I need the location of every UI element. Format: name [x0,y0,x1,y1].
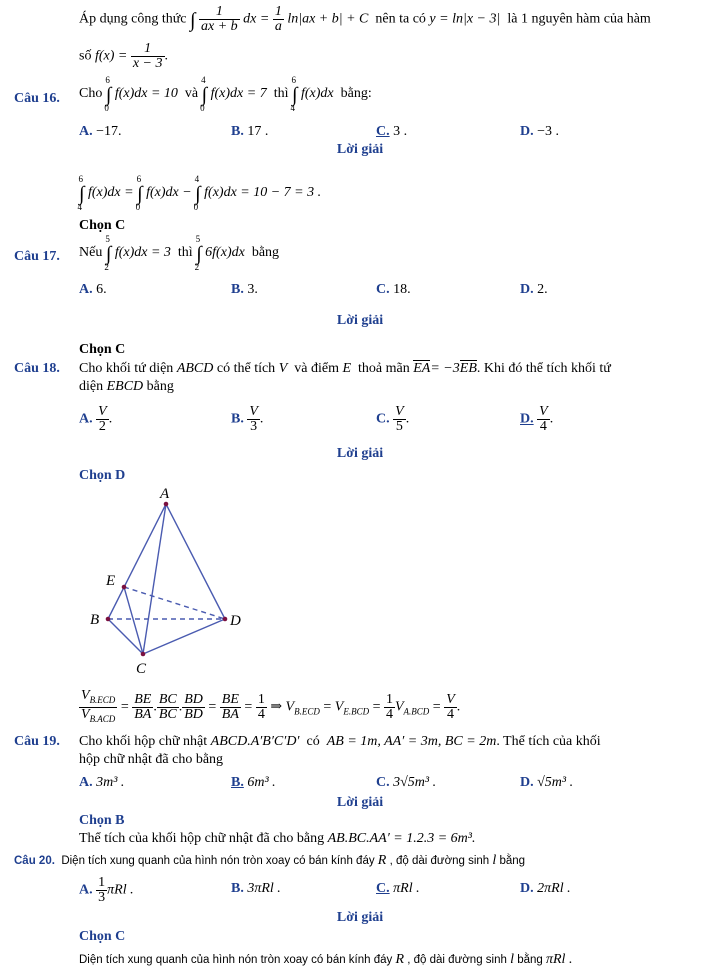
solution-explanation: Diện tích xung quanh của hình nón tròn xoay có bán kính đáy R , độ dài đường sinh l bằng πRl . [79,952,573,967]
question-19-stem-line-2: hộp chữ nhật đã cho bằng [79,752,224,767]
question-19-stem: Cho khối hộp chữ nhật ABCD.A′B′C′D′ có AB = 1m, AA′ = 3m, BC = 2m. Thể tích của khối [79,734,601,749]
solution-explanation: Thể tích của khối hộp chữ nhật đã cho bằng AB.BC.AA′ = 1.2.3 = 6m³. [79,831,476,846]
option-b[interactable]: B. 3. [231,282,258,297]
edge-ad [166,504,225,619]
option-a[interactable]: A. −17. [79,124,122,139]
option-a[interactable]: A. $\frac{1}{3}$ πRl . [79,875,134,905]
answer-label: Chọn D [79,468,126,483]
option-c[interactable]: C. πRl . [376,881,420,896]
solution-title: Lời giải [336,446,384,461]
answer-label: Chọn C [79,929,126,944]
question-16-label: Câu 16. [14,91,60,106]
option-c[interactable]: C. $\frac{V}{5}$ . [376,404,410,434]
edge-ed [124,587,225,619]
solution-formula: ∫ 6 4 f(x)dx = ∫ 6 0 f(x)dx − ∫ 4 0 f(x)dx = 10 − 7 = 3 . [77,174,322,212]
vertex-label-a: A [160,486,170,502]
vertex-label-e: E [106,573,116,589]
vertex-label-b: B [90,612,100,628]
solution-title: Lời giải [336,910,384,925]
question-17-label: Câu 17. [14,249,60,264]
intro-line-1: Áp dụng công thức ∫ $\frac{1}{ax + b}$ dx = $\frac{1}{a}$ ln|ax + b| + C nên ta có y = ln|x − 3| là 1 nguyên hàm của hàm [79,4,651,34]
question-18-label: Câu 18. [14,361,60,376]
question-16-stem: Cho ∫ 6 0 f(x)dx = 10 và ∫ 4 0 f(x)dx = 7 thì ∫ 6 4 f(x)dx bằng: [79,75,372,113]
option-d[interactable]: D. 2. [520,282,548,297]
solution-title: Lời giải [336,795,384,810]
solution-title: Lời giải [336,142,384,157]
option-d[interactable]: D. 2πRl . [520,881,571,896]
option-d[interactable]: D. √5m³ . [520,775,574,790]
question-18-stem-line-2: diện EBCD bằng [79,379,174,394]
question-19-label: Câu 19. [14,734,60,749]
option-a[interactable]: A. $\frac{V}{2}$ . [79,404,113,434]
option-d[interactable]: D. $\frac{V}{4}$ . [520,404,554,434]
option-a[interactable]: A. 3m³ . [79,775,125,790]
option-b[interactable]: B. 17 . [231,124,269,139]
vertex-label-d: D [230,613,241,629]
intro-line-2: số f(x) = $\frac{1}{x - 3}$ . [79,41,168,71]
answer-label: Chọn C [79,218,126,233]
edge-cd [143,619,225,654]
option-b[interactable]: B. $\frac{V}{3}$ . [231,404,264,434]
option-c[interactable]: C. 3√5m³ . [376,775,437,790]
option-c[interactable]: C. 3 . [376,124,408,139]
question-17-stem: Nếu ∫ 5 2 f(x)dx = 3 thì ∫ 5 2 6f(x)dx bằng [79,234,280,272]
option-b[interactable]: B. 6m³ . [231,775,276,790]
option-a[interactable]: A. 6. [79,282,107,297]
volume-ratio-formula: $\frac{V_{B.ECD}}{V_{B.ACD}}$ = $\frac{BE}{BA}$ . $\frac{BC}{BC}$ . $\frac{BD}{BD}$ = $\frac{BE}{BA}$ = $\frac{1}{4}$ ⇒ $V_{B.ECD} = V_{E.BCD}$ = $\frac{1}{4}$ $V_{A.BCD}$ = $\frac{V}{4}$ . [81,688,461,724]
answer-label: Chọn C [79,342,126,357]
fraction: $\frac{1}{a}$ [274,4,282,34]
fraction: $\frac{1}{x - 3}$ [132,41,163,71]
tetrahedron-figure [80,482,255,678]
option-c[interactable]: C. 18. [376,282,411,297]
question-20-stem: Câu 20. Diện tích xung quanh của hình nón tròn xoay có bán kính đáy R , độ dài đường sinh l bằng [14,853,526,868]
answer-label: Chọn B [79,813,125,828]
option-d[interactable]: D. −3 . [520,124,560,139]
fraction: $\frac{1}{ax + b}$ [201,4,238,34]
option-b[interactable]: B. 3πRl . [231,881,281,896]
question-18-stem: Cho khối tứ diện ABCD có thể tích V và điểm E thoả mãn EA= −3EB. Khi đó thể tích khối tứ [79,361,611,376]
vertex-label-c: C [136,661,147,677]
solution-title: Lời giải [336,313,384,328]
question-20-label: Câu 20. [14,855,55,867]
